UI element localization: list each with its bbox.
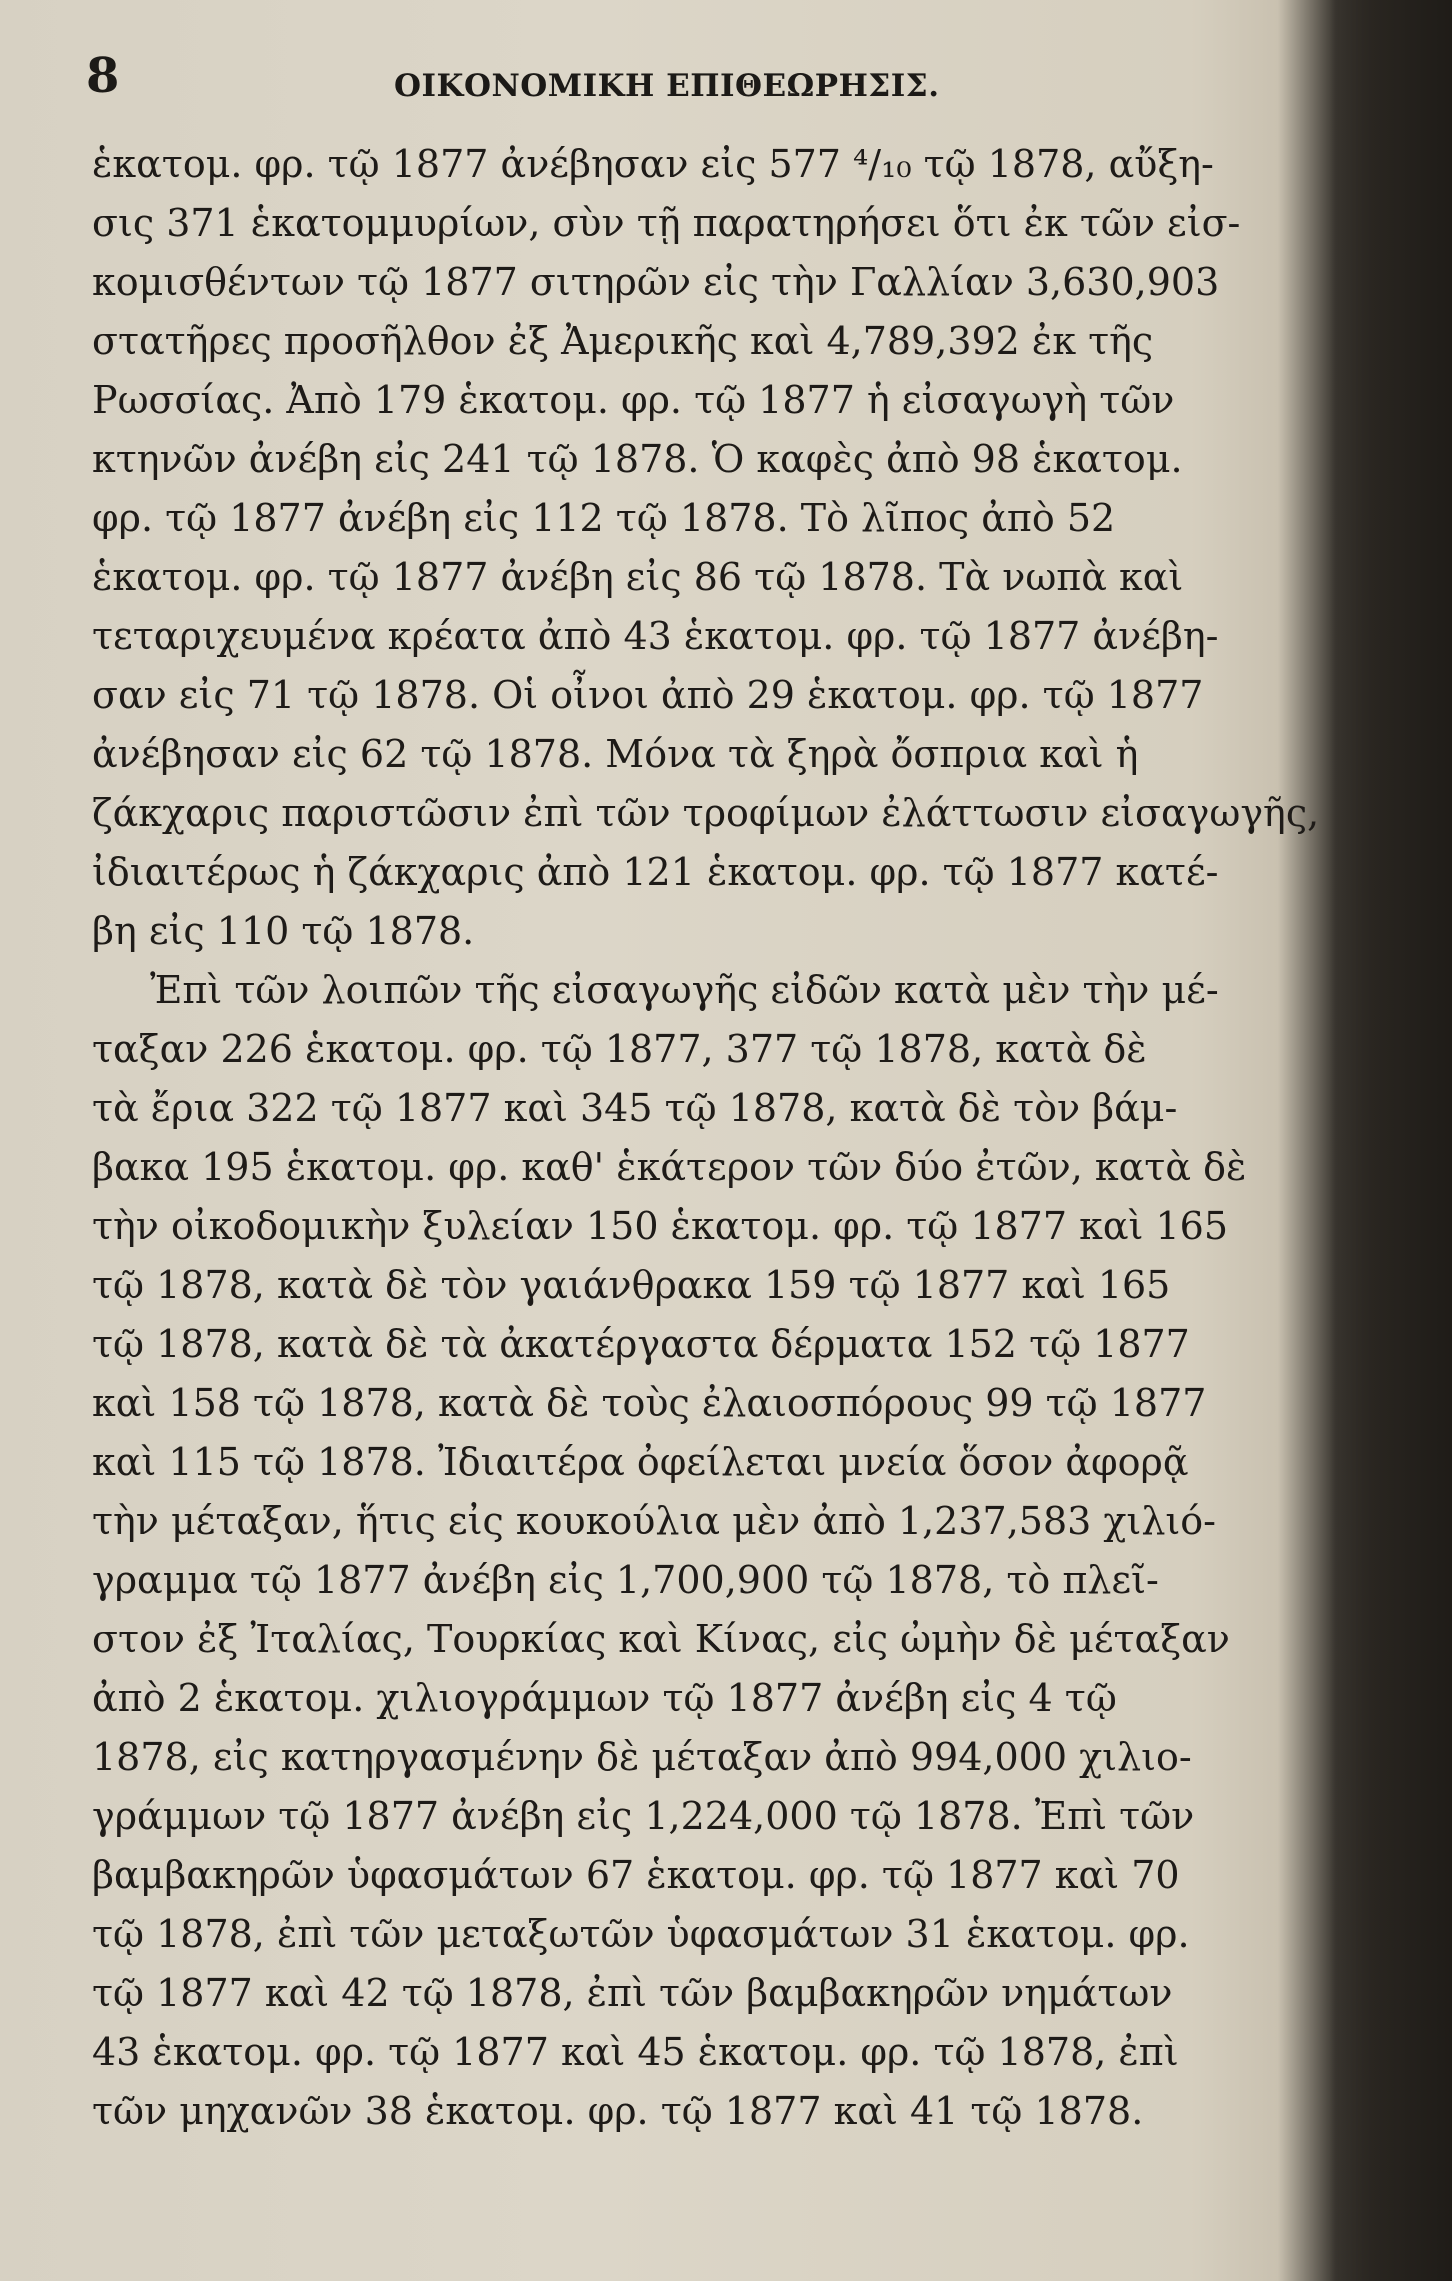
text-line: βακα 195 ἑκατομ. φρ. καθ' ἑκάτερον τῶν δύο ἐτῶν, κατὰ δὲ [92, 1145, 1247, 1189]
text-line: ζάκχαρις παριστῶσιν ἐπὶ τῶν τροφίμων ἐλάττωσιν εἰσαγωγῆς, [92, 791, 1320, 835]
text-line: τῷ 1878, κατὰ δὲ τὸν γαιάνθρακα 159 τῷ 1877 καὶ 165 [92, 1263, 1171, 1307]
text-line: τὰ ἔρια 322 τῷ 1877 καὶ 345 τῷ 1878, κατὰ δὲ τὸν βάμ- [92, 1086, 1178, 1130]
text-line: καὶ 115 τῷ 1878. Ἰδιαιτέρα ὀφείλεται μνεία ὅσον ἀφορᾷ [92, 1440, 1189, 1484]
text-line: ταξαν 226 ἑκατομ. φρ. τῷ 1877, 377 τῷ 1878, κατὰ δὲ [92, 1027, 1147, 1071]
text-line: ἀπὸ 2 ἑκατομ. χιλιογράμμων τῷ 1877 ἀνέβη εἰς 4 τῷ [92, 1676, 1117, 1720]
text-line: φρ. τῷ 1877 ἀνέβη εἰς 112 τῷ 1878. Τὸ λῖπος ἀπὸ 52 [92, 496, 1116, 540]
text-line: 1878, εἰς κατηργασμένην δὲ μέταξαν ἀπὸ 994,000 χιλιο- [92, 1735, 1192, 1779]
running-title: ΟΙΚΟΝΟΜΙΚΗ ΕΠΙΘΕΩΡΗΣΙΣ. [394, 68, 940, 104]
text-line: τὴν μέταξαν, ἥτις εἰς κουκούλια μὲν ἀπὸ 1,237,583 χιλιό- [92, 1499, 1217, 1543]
text-line: βη εἰς 110 τῷ 1878. [92, 909, 475, 953]
text-line: καὶ 158 τῷ 1878, κατὰ δὲ τοὺς ἐλαιοσπόρους 99 τῷ 1877 [92, 1381, 1207, 1425]
text-line: στατῆρες προσῆλθον ἐξ Ἀμερικῆς καὶ 4,789,392 ἐκ τῆς [92, 319, 1154, 363]
binding-gutter-shadow [1330, 0, 1452, 2281]
text-line: βαμβακηρῶν ὑφασμάτων 67 ἑκατομ. φρ. τῷ 1877 καὶ 70 [92, 1853, 1180, 1897]
text-line: τὴν οἰκοδομικὴν ξυλείαν 150 ἑκατομ. φρ. τῷ 1877 καὶ 165 [92, 1204, 1229, 1248]
page-header [86, 48, 1236, 118]
text-line: τῷ 1878, ἐπὶ τῶν μεταξωτῶν ὑφασμάτων 31 ἑκατομ. φρ. [92, 1912, 1190, 1956]
text-line: τῷ 1877 καὶ 42 τῷ 1878, ἐπὶ τῶν βαμβακηρῶν νημάτων [92, 1971, 1173, 2015]
text-line: ἰδιαιτέρως ἡ ζάκχαρις ἀπὸ 121 ἑκατομ. φρ. τῷ 1877 κατέ- [92, 850, 1219, 894]
text-line: κτηνῶν ἀνέβη εἰς 241 τῷ 1878. Ὁ καφὲς ἀπὸ 98 ἑκατομ. [92, 437, 1183, 481]
text-line: κομισθέντων τῷ 1877 σιτηρῶν εἰς τὴν Γαλλίαν 3,630,903 [92, 260, 1220, 304]
text-line: σαν εἰς 71 τῷ 1878. Οἱ οἶνοι ἀπὸ 29 ἑκατομ. φρ. τῷ 1877 [92, 673, 1204, 717]
text-line: ἑκατομ. φρ. τῷ 1877 ἀνέβησαν εἰς 577 ⁴/₁₀ τῷ 1878, αὔξη- [92, 142, 1214, 186]
text-line: 43 ἑκατομ. φρ. τῷ 1877 καὶ 45 ἑκατομ. φρ. τῷ 1878, ἐπὶ [92, 2030, 1179, 2074]
page-number: 8 [86, 48, 120, 104]
text-line: γραμμα τῷ 1877 ἀνέβη εἰς 1,700,900 τῷ 1878, τὸ πλεῖ- [92, 1558, 1159, 1602]
text-line: γράμμων τῷ 1877 ἀνέβη εἰς 1,224,000 τῷ 1878. Ἐπὶ τῶν [92, 1794, 1195, 1838]
paragraph-first-line: Ἐπὶ τῶν λοιπῶν τῆς εἰσαγωγῆς εἰδῶν κατὰ μὲν τὴν μέ- [150, 968, 1219, 1012]
text-line: τῷ 1878, κατὰ δὲ τὰ ἀκατέργαστα δέρματα 152 τῷ 1877 [92, 1322, 1190, 1366]
text-line: ἑκατομ. φρ. τῷ 1877 ἀνέβη εἰς 86 τῷ 1878. Τὰ νωπὰ καὶ [92, 555, 1184, 599]
text-line: σις 371 ἑκατομμυρίων, σὺν τῇ παρατηρήσει ὅτι ἐκ τῶν εἰσ- [92, 201, 1241, 245]
text-line: ἀνέβησαν εἰς 62 τῷ 1878. Μόνα τὰ ξηρὰ ὄσπρια καὶ ἡ [92, 732, 1139, 776]
text-line: τῶν μηχανῶν 38 ἑκατομ. φρ. τῷ 1877 καὶ 41 τῷ 1878. [92, 2089, 1144, 2133]
text-line: τεταριχευμένα κρέατα ἀπὸ 43 ἑκατομ. φρ. τῷ 1877 ἀνέβη- [92, 614, 1219, 658]
text-line: Ρωσσίας. Ἀπὸ 179 ἑκατομ. φρ. τῷ 1877 ἡ εἰσαγωγὴ τῶν [92, 378, 1175, 422]
text-line: στον ἐξ Ἰταλίας, Τουρκίας καὶ Κίνας, εἰς ὠμὴν δὲ μέταξαν [92, 1617, 1230, 1661]
